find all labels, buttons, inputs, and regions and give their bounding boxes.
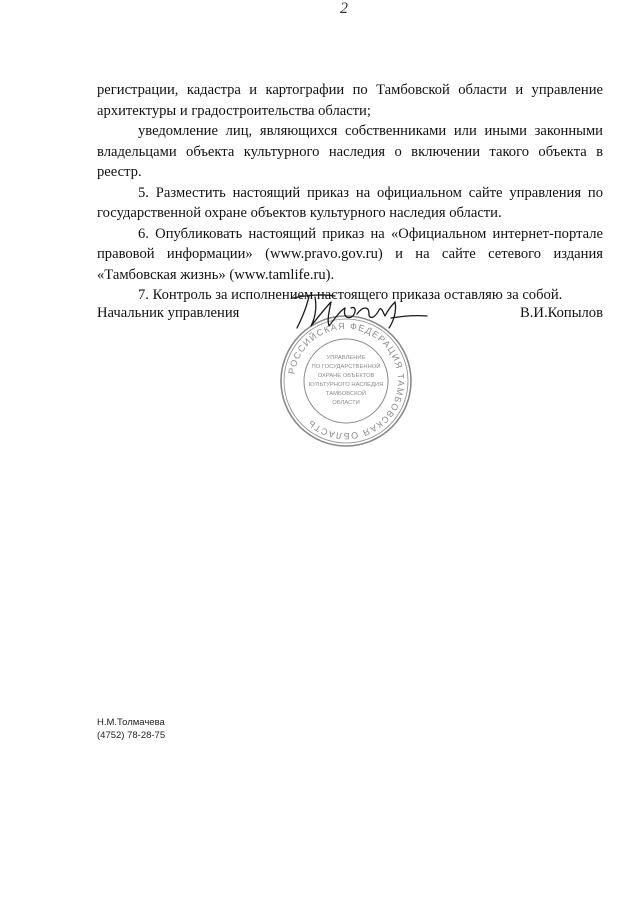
seal-line: ОХРАНЕ ОБЪЕКТОВ bbox=[317, 373, 375, 379]
signature-row bbox=[97, 305, 603, 329]
seal-line: ОБЛАСТИ bbox=[332, 400, 360, 406]
paragraph-item-6: 6. Опубликовать настоящий приказ на «Официальном интернет-портале правовой информации» (www.pravo.gov.ru) и на сайте сетевого издания «Тамбовская жизнь» (www.tamlife.ru). bbox=[97, 225, 603, 283]
seal-ring-text: РОССИЙСКАЯ ФЕДЕРАЦИЯ ТАМБОВСКАЯ ОБЛАСТЬ bbox=[286, 320, 407, 442]
seal-line: ТАМБОВСКОЙ bbox=[325, 391, 367, 397]
executor-info bbox=[97, 716, 165, 742]
signatory-position: Начальник управления bbox=[97, 305, 240, 321]
executor-name: Н.М.Толмачева bbox=[97, 717, 165, 728]
signatory-name: В.И.Копылов bbox=[520, 305, 603, 321]
paragraph-notification: уведомление лиц, являющихся собственниками или иными законными владельцами объекта культурного наследия о включении такого объекта в реестр. bbox=[97, 123, 603, 180]
executor-phone: (4752) 78-28-75 bbox=[97, 730, 166, 741]
paragraph-item-5: 5. Разместить настоящий приказ на официальном сайте управления по государственной охране объектов культурного наследия области. bbox=[97, 184, 603, 221]
paragraph-item-7: 7. Контроль за исполнением настоящего приказа оставляю за собой. bbox=[138, 287, 563, 303]
seal-line: УПРАВЛЕНИЕ bbox=[326, 355, 366, 361]
page-number: 2 bbox=[340, 0, 348, 17]
paragraph-continuation: регистрации, кадастра и картографии по Тамбовской области и управление архитектуры и градостроительства области; bbox=[97, 82, 603, 119]
document-body bbox=[97, 80, 603, 306]
seal-line: ПО ГОСУДАРСТВЕННОЙ bbox=[311, 364, 381, 370]
seal-line: КУЛЬТУРНОГО НАСЛЕДИЯ bbox=[308, 382, 384, 388]
